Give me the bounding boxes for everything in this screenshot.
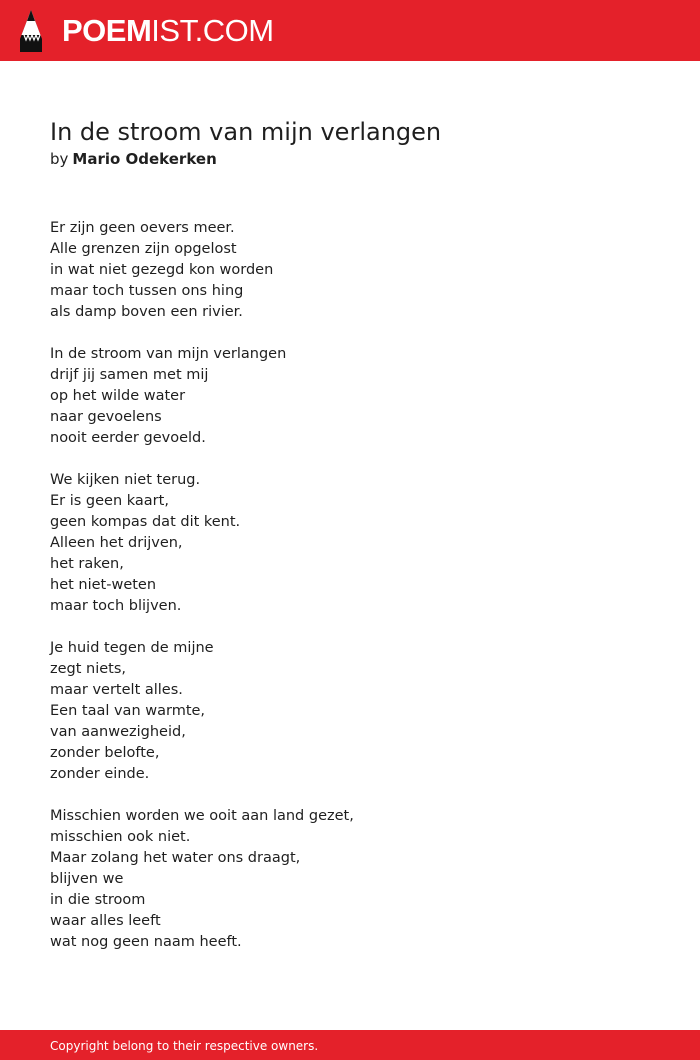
poem-line: geen kompas dat dit kent. <box>50 514 241 530</box>
poem-stanza <box>50 344 650 449</box>
poem-line: Alle grenzen zijn opgelost <box>50 241 237 257</box>
poem-line: Alleen het drijven, <box>50 535 183 551</box>
poem-line: in wat niet gezegd kon worden <box>50 262 274 278</box>
poem-line: van aanwezigheid, <box>50 724 186 740</box>
poem-line: als damp boven een rivier. <box>50 304 243 320</box>
poem-line: blijven we <box>50 871 124 887</box>
poem-line: zonder belofte, <box>50 745 160 761</box>
poem-stanza <box>50 806 650 953</box>
poem-line: maar vertelt alles. <box>50 682 183 698</box>
poem-line: waar alles leeft <box>50 913 161 929</box>
poem-line: maar toch blijven. <box>50 598 182 614</box>
poem-line: in die stroom <box>50 892 146 908</box>
logo-text-bold: POEM <box>62 13 152 48</box>
poem-line: Er zijn geen oevers meer. <box>50 220 235 236</box>
poem-line: op het wilde water <box>50 388 186 404</box>
poem-line: wat nog geen naam heeft. <box>50 934 242 950</box>
poem-line: Misschien worden we ooit aan land gezet, <box>50 808 354 824</box>
poem-line: In de stroom van mijn verlangen <box>50 346 287 362</box>
site-header <box>0 0 700 61</box>
poem-author: Mario Odekerken <box>72 150 217 168</box>
poem-byline <box>50 149 217 169</box>
poem-line: drijf jij samen met mij <box>50 367 209 383</box>
pen-nib-icon <box>16 9 46 53</box>
poem-title: In de stroom van mijn verlangen <box>50 118 442 146</box>
poem-line: Er is geen kaart, <box>50 493 169 509</box>
poem-line: zonder einde. <box>50 766 150 782</box>
poem-line: maar toch tussen ons hing <box>50 283 244 299</box>
byline-label: by <box>50 150 69 168</box>
poem-line: We kijken niet terug. <box>50 472 201 488</box>
poem-stanza <box>50 470 650 617</box>
poem-stanza <box>50 638 650 785</box>
poem-line: Maar zolang het water ons draagt, <box>50 850 301 866</box>
poem-stanza <box>50 218 650 323</box>
poem-line: misschien ook niet. <box>50 829 191 845</box>
poem-line: nooit eerder gevoeld. <box>50 430 206 446</box>
poem-body <box>50 218 650 974</box>
copyright-notice: Copyright belong to their respective owners. <box>50 1039 319 1053</box>
poem-line: Je huid tegen de mijne <box>50 640 214 656</box>
poem-line: zegt niets, <box>50 661 127 677</box>
poem-line: het raken, <box>50 556 124 572</box>
logo-text-light: IST.COM <box>151 13 274 48</box>
poem-line: Een taal van warmte, <box>50 703 206 719</box>
poem-line: naar gevoelens <box>50 409 162 425</box>
poem-line: het niet-weten <box>50 577 157 593</box>
site-footer <box>0 1030 700 1060</box>
site-logo-link[interactable] <box>16 9 274 53</box>
site-logo-text <box>62 9 274 53</box>
